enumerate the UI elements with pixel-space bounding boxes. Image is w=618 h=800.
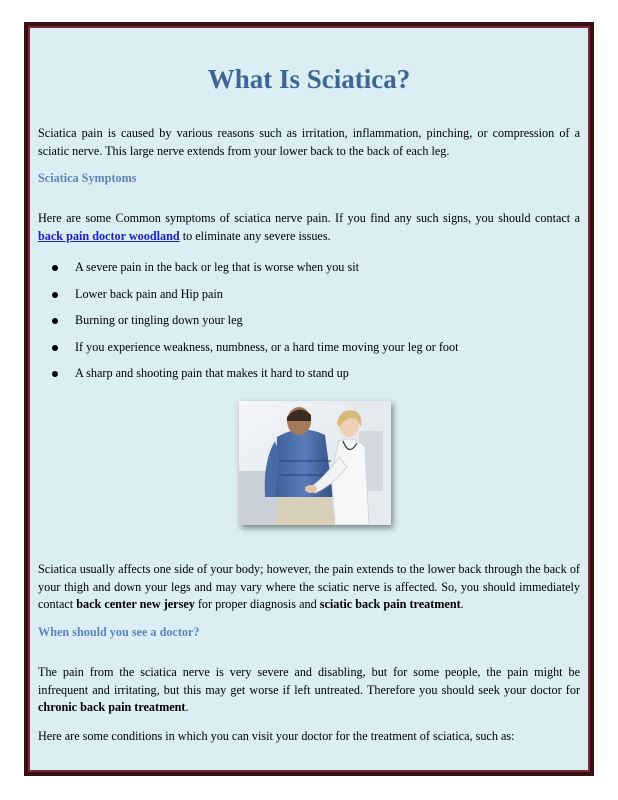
doctor-tail: .: [185, 700, 189, 714]
symptoms-heading: Sciatica Symptoms: [38, 171, 137, 185]
page-panel: [28, 26, 590, 772]
intro-paragraph: Sciatica pain is caused by various reasons such as irritation, inflammation, pinching, or compression of a sciatic nerve. This large nerve extends from your lower back to the back of each leg.: [38, 126, 580, 158]
list-item: [38, 365, 580, 383]
bullet-icon: [52, 265, 58, 271]
page-title: What Is Sciatica?: [207, 64, 411, 94]
doctor-heading: When should you see a doctor?: [38, 625, 200, 639]
affects-middle-text: for proper diagnosis and: [194, 597, 320, 611]
affects-paragraph: [38, 561, 580, 614]
bullet-icon: [52, 371, 58, 377]
list-item: [38, 259, 580, 277]
back-center-bold: back center new jersey: [76, 597, 195, 611]
doctor-paragraph: [38, 664, 580, 717]
symptoms-intro-tail: to eliminate any severe issues.: [179, 228, 331, 243]
symptoms-intro-text: Here are some Common symptoms of sciatica nerve pain. If you find any such signs, you should contact a: [38, 211, 580, 225]
list-item: [38, 339, 580, 357]
back-pain-doctor-link[interactable]: back pain doctor woodland: [38, 228, 180, 243]
conditions-paragraph: Here are some conditions in which you can visit your doctor for the treatment of sciatica, such as:: [38, 729, 515, 743]
bullet-icon: [52, 345, 58, 351]
list-item: [38, 312, 580, 330]
page-frame: [24, 22, 594, 776]
list-item-text: A severe pain in the back or leg that is worse when you sit: [75, 260, 359, 274]
list-item-text: A sharp and shooting pain that makes it hard to stand up: [75, 366, 349, 380]
doctor-text: The pain from the sciatica nerve is very severe and disabling, but for some people, the pain might be infrequent and irritating, but this may get worse if left untreated. Therefore you should seek your doctor for: [38, 665, 580, 697]
list-item: [38, 286, 580, 304]
symptoms-intro-paragraph: [38, 210, 580, 245]
sciatic-treatment-bold: sciatic back pain treatment: [319, 597, 461, 611]
bullet-icon: [52, 318, 58, 324]
doctor-examining-back-image: [239, 401, 391, 525]
list-item-text: Burning or tingling down your leg: [75, 313, 243, 327]
affects-tail: .: [460, 597, 464, 611]
doctor-patient-photo: [239, 401, 391, 525]
affects-text: Sciatica usually affects one side of your body; however, the pain extends to the lower back through the back of your thigh and down your legs and may vary where the sciatic nerve is affected. So, you should immediately contact: [38, 562, 580, 611]
list-item-text: Lower back pain and Hip pain: [75, 287, 223, 301]
list-item-text: If you experience weakness, numbness, or a hard time moving your leg or foot: [75, 340, 459, 354]
chronic-treatment-bold: chronic back pain treatment: [38, 700, 186, 714]
bullet-icon: [52, 292, 58, 298]
